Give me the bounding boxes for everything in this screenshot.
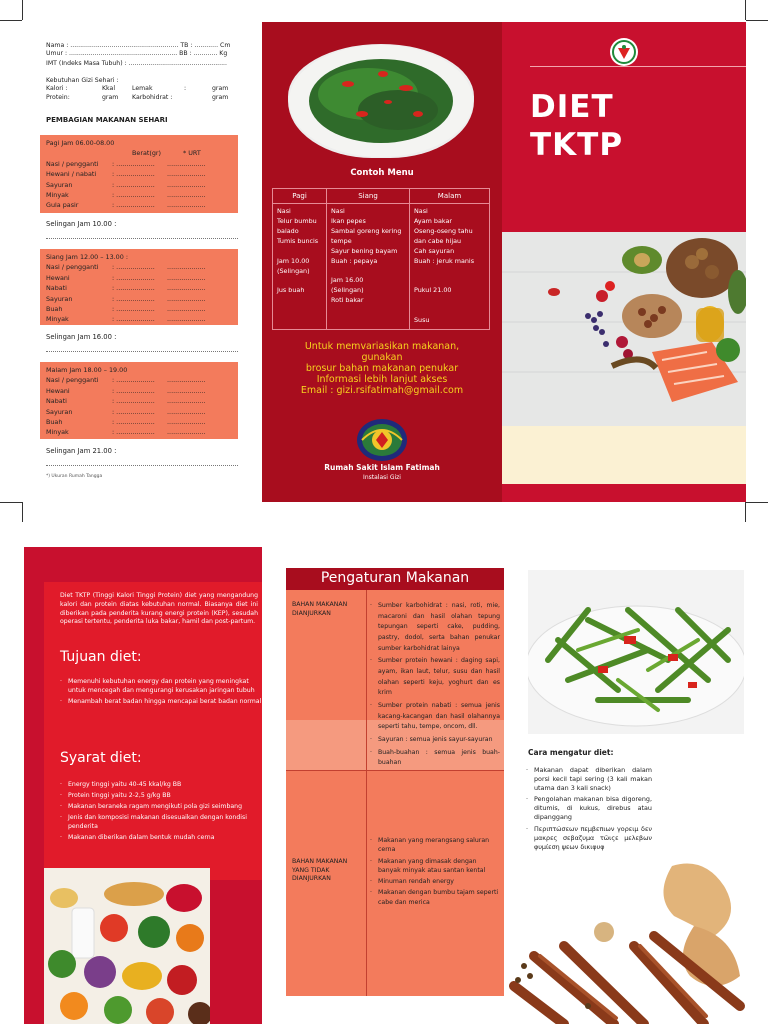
crop-mark [0, 502, 22, 503]
kalori-unit: Kkal [102, 85, 116, 93]
menu-line: tempe [331, 236, 352, 245]
meal-row [46, 159, 232, 169]
meal-item-label: Minyak [46, 191, 69, 200]
meal-row [46, 180, 232, 190]
menu-line: Pukul 21.00 [414, 286, 452, 295]
kebutuhan-gizi: Kebutuhan Gizi Sehari : Kalori : Kkal Lemak : gram Protein: gram Karbohidrat : gram [46, 77, 246, 102]
menu-header-pagi: Pagi [273, 189, 327, 204]
meal-item-label: Sayuran [46, 180, 73, 189]
menu-col-malam [410, 204, 490, 330]
meal-berat-dots: : ................... [112, 170, 155, 179]
meal-berat-dots: : ................... [112, 180, 155, 189]
list-item: · Minuman rendah energy [368, 877, 500, 886]
meal-item-label: Nasi / pengganti [46, 263, 99, 272]
urt-header: * URT [183, 149, 201, 158]
meal-row [46, 375, 232, 385]
lemak-unit: gram [212, 85, 229, 93]
tidak-dianjurkan-list [368, 836, 500, 909]
meal-berat-dots: : ................... [112, 397, 155, 406]
siang-title: Siang Jam 12.00 – 13.00 : [46, 253, 128, 261]
cover-cream-band [502, 426, 746, 484]
malam-title: Malam Jam 18.00 – 19.00 [46, 366, 128, 374]
menu-line: Sayur bening bayam [331, 246, 398, 255]
menu-line [331, 267, 405, 277]
meal-row [46, 190, 232, 200]
meal-berat-dots: : ................... [112, 418, 155, 427]
meal-row [46, 314, 232, 324]
menu-line [414, 306, 485, 316]
crop-mark [745, 0, 746, 20]
selingan-1-line [46, 238, 238, 239]
dianjurkan-label: BAHAN MAKANAN DIANJURKAN [292, 601, 348, 617]
menu-line: Telur bumbu [277, 216, 317, 225]
list-item: · Sumber protein nabati : semua jenis kacang-kacangan dan hasil olahannya seperti tahu, tempe, oncom, dll. [368, 701, 500, 733]
meal-berat-dots: : ................... [112, 305, 155, 314]
meal-urt-dots: ................... [167, 263, 206, 272]
list-item: · Sayuran : semua jenis sayur-sayuran [368, 735, 500, 746]
meal-item-label: Minyak [46, 428, 69, 437]
email-link[interactable]: Email : gizi.rsifatimah@gmail.com [300, 384, 464, 396]
meal-item-label: Gula pasir [46, 201, 79, 210]
menu-line: Buah : pepaya [331, 256, 378, 265]
meal-urt-dots: ................... [167, 284, 206, 293]
menu-line [414, 267, 485, 277]
list-item: · Makanan yang dimasak dengan banyak minyak atau santan kental [368, 857, 500, 876]
menu-header-malam: Malam [410, 189, 490, 204]
list-item: · Περιπτώσεων πεμβεπιων γορειμ δεν μακρες σεβαζυμα τῶιςε μελεβων φυμίεση ψεων δικιφυφ [524, 825, 652, 852]
info-text [262, 342, 502, 397]
menu-line: Nasi [414, 207, 428, 215]
menu-line: Oseng-oseng tahu [414, 226, 473, 235]
healthy-food-image [502, 232, 746, 426]
menu-table [272, 188, 490, 330]
cover-title-line-2: TKTP [530, 127, 624, 163]
list-item: · Protein tinggi yaitu 2-2,5 g/kg BB [58, 792, 248, 801]
meal-row [46, 407, 232, 417]
list-item: · Makanan dapat diberikan dalam porsi kecil tapi sering (3 kali makan utama dan 3 kali snack) [524, 766, 652, 793]
meal-berat-dots: : ................... [112, 201, 155, 210]
pengaturan-divider [366, 590, 367, 996]
hospital-logo-icon [356, 418, 408, 462]
footnote: *) Ukuran Rumah Tangga [46, 474, 103, 479]
lemak-label: Lemak [132, 85, 153, 93]
meal-box-siang [40, 249, 238, 325]
meal-item-label: Sayuran [46, 407, 73, 416]
kalori-label: Kalori : [46, 85, 68, 93]
syarat-list [58, 781, 248, 845]
menu-line: Buah : jeruk manis [414, 256, 475, 265]
menu-line [277, 247, 322, 257]
menu-col-pagi [273, 204, 327, 330]
cover-title-line-1: DIET [530, 89, 614, 125]
info-line-4: Informasi lebih lanjut akses [316, 373, 448, 385]
meal-berat-dots: : ................... [112, 284, 155, 293]
pembagian-title: PEMBAGIAN MAKANAN SEHARI [46, 116, 168, 124]
imt-line: IMT (Indeks Masa Tubuh) : .................................................. [46, 59, 227, 67]
contoh-menu-title: Contoh Menu [350, 168, 414, 178]
menu-line: Susu [414, 316, 430, 325]
meal-item-label: Hewani [46, 273, 70, 282]
meal-urt-dots: ................... [167, 170, 206, 179]
dianjurkan-list [368, 601, 500, 771]
meal-berat-dots: : ................... [112, 263, 155, 272]
meal-row [46, 304, 232, 314]
menu-line: Sambal goreng kering [331, 226, 402, 235]
meal-urt-dots: ................... [167, 418, 206, 427]
green-beans-image [528, 570, 744, 734]
meal-row [46, 427, 232, 437]
menu-line: Nasi [331, 207, 345, 215]
meal-urt-dots: ................... [167, 428, 206, 437]
info-line-3: brosur bahan makanan penukar [305, 362, 459, 374]
meal-berat-dots: : ................... [112, 407, 155, 416]
meal-urt-dots: ................... [167, 159, 206, 168]
meal-urt-dots: ................... [167, 294, 206, 303]
menu-line: (Selingan) [331, 286, 364, 295]
list-item: · Jenis dan komposisi makanan disesuaikan dengan kondisi penderita [58, 814, 248, 832]
meal-item-label: Nasi / pengganti [46, 159, 99, 168]
menu-line: Ayam bakar [414, 216, 452, 225]
menu-line [414, 276, 485, 286]
list-item: · Makanan dengan bumbu tajam seperti cabe dan merica [368, 888, 500, 907]
spices-image [504, 856, 748, 1024]
cara-list [524, 766, 652, 854]
patient-form [46, 42, 246, 68]
cover-bottom-band [502, 484, 746, 502]
hospital-name: Rumah Sakit Islam Fatimah [324, 463, 440, 472]
menu-line: dan cabe hijau [414, 236, 462, 245]
menu-line: Ikan pepes [331, 216, 366, 225]
list-item: · Memenuhi kebutuhan energy dan protein yang meningkat untuk mencegah dan mengurangi kerusakan jaringan tubuh [58, 678, 262, 696]
menu-line: Cah sayuran [414, 246, 455, 255]
karbo-label: Karbohidrat : [132, 93, 173, 101]
meal-berat-dots: : ................... [112, 376, 155, 385]
hospital-unit: Instalasi Gizi [363, 474, 401, 481]
selingan-1: Selingan Jam 10.00 : [46, 220, 117, 228]
menu-line: Jam 10.00 [277, 256, 310, 265]
spinach-dish-image [288, 44, 474, 158]
cara-title: Cara mengatur diet: [528, 748, 614, 757]
menu-panel [262, 22, 502, 502]
meal-item-label: Nabati [46, 284, 67, 293]
list-item: · Energy tinggi yaitu 40-45 kkal/kg BB [58, 781, 248, 790]
menu-line [277, 276, 322, 286]
siang-rows [46, 262, 232, 324]
malam-rows [46, 375, 232, 437]
list-item: · Pengolahan makanan bisa digoreng, ditumis, di kukus, direbus atau dipanggang [524, 795, 652, 822]
meal-item-label: Minyak [46, 315, 69, 324]
crop-mark [745, 502, 746, 522]
selingan-3: Selingan Jam 21.00 : [46, 447, 117, 455]
list-item: · Buah-buahan : semua jenis buah-buahan [368, 748, 500, 769]
protein-unit: gram [102, 93, 119, 101]
meal-row [46, 386, 232, 396]
meal-urt-dots: ................... [167, 191, 206, 200]
meal-row [46, 169, 232, 179]
meal-row [46, 262, 232, 272]
selingan-2: Selingan Jam 16.00 : [46, 333, 117, 341]
pagi-rows [46, 159, 232, 211]
list-item: · Makanan beraneka ragam mengikuti pola gizi seimbang [58, 803, 248, 812]
pengaturan-panel [286, 568, 504, 996]
meal-berat-dots: : ................... [112, 273, 155, 282]
tujuan-title: Tujuan diet: [60, 649, 142, 665]
meal-berat-dots: : ................... [112, 315, 155, 324]
list-item: · Makanan diberikan dalam bentuk mudah cerna [58, 834, 248, 843]
menu-line: Nasi [277, 207, 291, 215]
logo-emblem-icon [610, 38, 638, 66]
menu-line: balado [277, 226, 299, 235]
menu-line: Roti bakar [331, 296, 364, 305]
umur-line: Umur : ....................................................... BB : ............ Kg [46, 50, 228, 58]
syarat-title: Syarat diet: [60, 750, 142, 766]
meal-row [46, 294, 232, 304]
kebutuhan-title: Kebutuhan Gizi Sehari : [46, 77, 119, 84]
meal-item-label: Hewani [46, 386, 70, 395]
meal-berat-dots: : ................... [112, 191, 155, 200]
berat-header: Berat(gr) [132, 149, 162, 158]
meal-item-label: Buah [46, 305, 63, 314]
menu-line: Jus buah [277, 286, 305, 295]
info-line-2: gunakan [361, 351, 403, 363]
cover-panel [502, 22, 746, 502]
meal-urt-dots: ................... [167, 407, 206, 416]
nama-line: Nama : ....................................................... TB : ............ Cm [46, 42, 231, 49]
meal-row [46, 417, 232, 427]
menu-header-siang: Siang [327, 189, 410, 204]
list-item: · Menambah berat badan hingga mencapai berat badan normal [58, 698, 262, 707]
meal-box-pagi [40, 135, 238, 213]
vegetables-image [44, 868, 210, 1024]
cover-rule [530, 66, 746, 67]
meal-box-malam [40, 362, 238, 439]
meal-urt-dots: ................... [167, 201, 206, 210]
meal-berat-dots: : ................... [112, 428, 155, 437]
meal-item-label: Buah [46, 418, 63, 427]
meal-urt-dots: ................... [167, 315, 206, 324]
menu-line [414, 296, 485, 306]
menu-line: Jam 16.00 [331, 276, 364, 285]
meal-row [46, 396, 232, 406]
tujuan-list [58, 678, 262, 709]
meal-urt-dots: ................... [167, 397, 206, 406]
meal-urt-dots: ................... [167, 180, 206, 189]
selingan-2-line [46, 351, 238, 352]
list-item: · Sumber karbohidrat : nasi, roti, mie, macaroni dan hasil olahan tepung tepungan seperti cake, pudding, pastry, dodol, serta bahan penukar sumber karbohidrat lainya [368, 601, 500, 654]
meal-urt-dots: ................... [167, 386, 206, 395]
tidak-dianjurkan-label: BAHAN MAKANAN YANG TIDAK DIANJURKAN [292, 858, 348, 883]
pengaturan-title: Pengaturan Makanan [320, 570, 470, 586]
karbo-unit: gram [212, 93, 229, 101]
meal-berat-dots: : ................... [112, 294, 155, 303]
list-item: · Sumber protein hewani : daging sapi, ayam, ikan laut, telur, susu dan hasil olahan seperti keju, yoghurt dan es krim [368, 656, 500, 699]
menu-line: (Selingan) [277, 266, 310, 275]
crop-mark [746, 502, 768, 503]
meal-item-label: Nabati [46, 397, 67, 406]
meal-item-label: Sayuran [46, 294, 73, 303]
meal-item-label: Hewani / nabati [46, 170, 97, 179]
meal-urt-dots: ................... [167, 273, 206, 282]
protein-label: Protein: [46, 93, 70, 101]
meal-row [46, 283, 232, 293]
cover-title [530, 88, 623, 164]
meal-row [46, 200, 232, 210]
crop-mark [746, 20, 768, 21]
meal-berat-dots: : ................... [112, 159, 155, 168]
info-line-1: Untuk memvariasikan makanan, [304, 341, 460, 352]
list-item: · Makanan yang merangsang saluran cerna [368, 836, 500, 855]
meal-berat-dots: : ................... [112, 386, 155, 395]
meal-urt-dots: ................... [167, 305, 206, 314]
meal-item-label: Nasi / pengganti [46, 376, 99, 385]
pagi-title: Pagi Jam 06.00-08.00 [46, 139, 115, 147]
menu-col-siang [327, 204, 410, 330]
crop-mark [0, 20, 22, 21]
meal-urt-dots: ................... [167, 376, 206, 385]
meal-row [46, 273, 232, 283]
crop-mark [22, 0, 23, 20]
intro-text: Diet TKTP (Tinggi Kalori Tinggi Protein) diet yang mengandung kalori dan protein diatas kebutuhan normal. Biasanya diet ini diberikan pada penderita kurang energi protein (KEP), sesudah operasi tertentu, penderita luka bakar, hamil dan post-partum. [60, 592, 258, 626]
menu-line: Tumis buncis [277, 236, 319, 245]
crop-mark [22, 502, 23, 522]
selingan-3-line [46, 465, 238, 466]
